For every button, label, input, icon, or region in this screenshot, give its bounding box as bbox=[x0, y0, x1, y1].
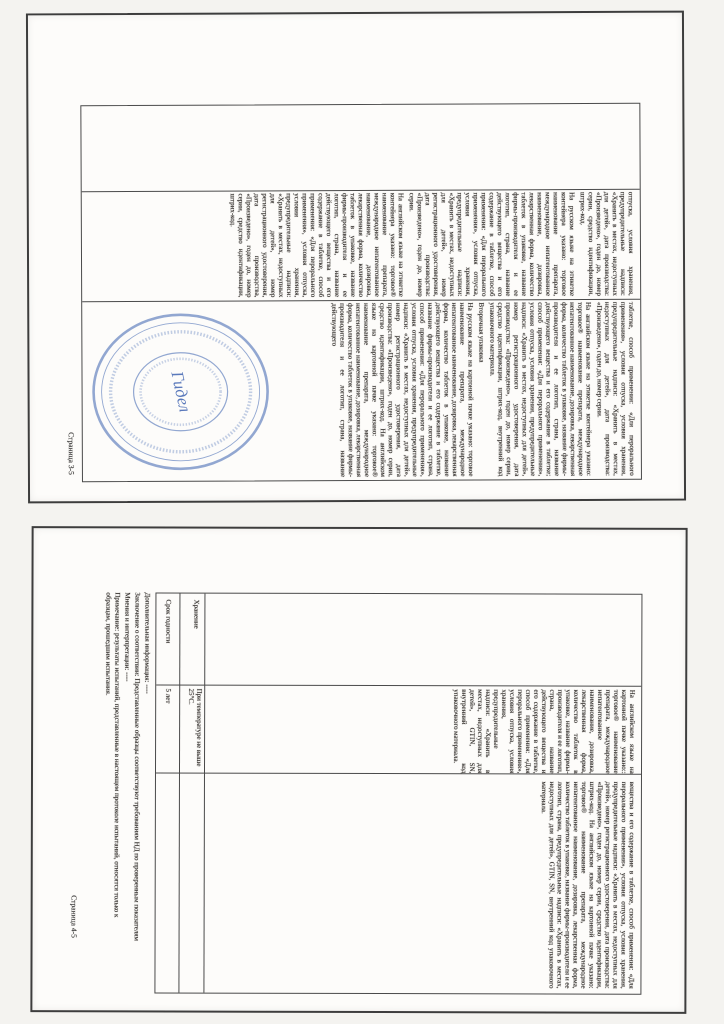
table-cell-carton-continuation bbox=[536, 781, 636, 988]
russian-label-text: На русском языке на этикетке контейнера указано: торговое наименование препарата, международное непатентованное наименование, дозировка, лекарственная форма, количество таблеток в упаковке, название фирмы-производителя и ее логотип, страна, название действующего вещества и его содержание в таблетке, способ применения: «Для перорального применения», условия отпуска, условия хранения, предупредительные надписи: «Хранить в местах, недоступных для детей», номер регистрационного удостоверения, дата производства: «Произведено», годен до, номер серии. bbox=[407, 192, 577, 297]
english-label-text: На английском языке на этикетке контейнера указано: торговое® наименование препарата, международное непатентованное наименование, дозировка, лекарственная форма, количество таблеток в упаковке, название фирмы-производителя и ее логотип, страна, название действующего вещества и его содержание в таблетке; способ применения: «Для перорального применения», условия отпуска, условия хранения, предупредительные надписи: «Хранить в местах, недоступных для детей», номер регистрационного удостоверения, дата производства: «Произведено», годен до, номер серии, средство идентификации, штрих-код, внутренний код упаковочного материала. bbox=[488, 301, 593, 477]
note-line: Примечание: результаты испытаний, представленные в настоящем протоколе испытаний, относятся только к образцам, прошедшим испытания. bbox=[104, 592, 122, 918]
opinions-interpretations-line: Мнения и интерпретации: ---- bbox=[123, 592, 132, 682]
page-number-label: Страница 3-5 bbox=[66, 432, 76, 475]
label-text-fragment: отпуска, условия хранения, предупредительные надписи: «Хранить в местах, недоступных для детей», дата производства: «Произведено», годен до, номер серии, средство идентификации, штрих-код. bbox=[578, 191, 636, 296]
scanned-page-1 bbox=[26, 11, 686, 504]
table-column-divider bbox=[156, 684, 641, 686]
storage-row-label: Хранение bbox=[192, 599, 201, 629]
carton-label-text: На русском языке на картонной пачке указано: торговое наименование препарата, международное непатентованное наименование, дозировка, лекарственная форма, количество таблеток в упаковке, название действующего вещества и его содержание в таблетке, название фирмы-производителя и ее логотип, страна, способ применения: «Для перорального применения», условия отпуска, условия хранения, предупредительные надписи: «Хранить в местах, недоступных для детей», номер регистрационного удостоверения, дата производства: «Произведено», годен до, номер серии, средство идентификации, штрих-код. На английском языке на картонной пачке указано: торговое® наименование препарата, международное непатентованное наименование, дозировка, лекарственная форма, количество таблеток в упаковке, название фирмы-производителя и ее логотип, страна, название действующего bbox=[330, 302, 475, 478]
page-1-rotated-content bbox=[28, 13, 684, 502]
label-text-fragment: таблетке, способ применения: «Для перорального применения», условия отпуска, условия хранения, предупредительные надписи: «Хранить в местах, недоступных для детей», дата производства: «Произведено», годен до, номер серии. bbox=[595, 301, 636, 476]
scanned-page-2 bbox=[30, 526, 687, 1014]
additional-information-line: Дополнительная информация: ---- bbox=[143, 592, 152, 694]
stamp-center-text: Гидел bbox=[167, 369, 195, 414]
secondary-packaging-subheading: Вторичная упаковка bbox=[477, 302, 486, 363]
english-label-text: На английском языке на этикетке контейнера указано: торговое® наименование препарата, международное непатентованное наименование, дозировка, лекарственная форма, количество таблеток в упаковке, название фирмы-производителя и ее логотип, страна, название действующего вещества и его содержание в таблетке, способ применения: «Для перорального применения», условия отпуска, условия хранения, предупредительные надписи: «Хранить в местах, недоступных для детей», номер регистрационного удостоверения, дата производства, «Произведено», годен до, номер серии, средство идентификации, штрих-код. bbox=[228, 192, 406, 298]
carton-continuation-text: вещества и его содержание в таблетке, способ применения: «Для перорального применения», условия отпуска, условия хранения, предупредительные надписи: «Хранить в местах, недоступных для детей», номер регистрационного удостоверения, дата производства: «Произведено», годен до, номер серии, средство идентификации, штрих-код. На английском языке на картонной пачке указано: торговое® наименование препарата, международное непатентованное наименование, дозировка, лекарственная форма, количество таблеток в упаковке, название фирмы-производителя и ее логотип, страна, предупредительные надписи: «Хранить в местах, недоступных для детей», GTIN, SN, внутренний код упаковочного материала. bbox=[539, 781, 636, 989]
table-row-divider bbox=[178, 594, 180, 993]
labeling-table-page-2 bbox=[154, 592, 642, 994]
page-number-label: Страница 4-5 bbox=[69, 895, 79, 938]
table-row-divider bbox=[203, 594, 205, 993]
page-2-rotated-content bbox=[32, 528, 685, 1012]
table-cell-english-carton bbox=[449, 689, 636, 773]
conformity-conclusion-line: Заключение о соответствии: Представленные образцы соответствуют требованиям НД по проверенным показателям bbox=[132, 592, 142, 941]
table-cell-requirements bbox=[226, 192, 635, 298]
english-carton-text: На английском языке на картонной пачке указано:: торговое® наименование препарата, международное непатентованное наименование, дозировка, лекарственная форма, количество таблеток в упаковке, название фирмы-производителя и ее логотип, страна, название действующего вещества и его содержание в таблетке, способ применения: «Для перорального применения», условия отпуска, условия хранения, предупредительные надписи: «Хранить в местах, недоступных для детей», GTIN, SN, внутренний код упаковочного материала. bbox=[452, 689, 637, 774]
table-cell-results bbox=[327, 302, 636, 477]
protocol-footer bbox=[102, 592, 152, 944]
shelf-life-row-value: 5 лет bbox=[164, 688, 173, 704]
labeling-table-page-1 bbox=[80, 103, 642, 482]
storage-row-value: При температуре не выше 25°С. bbox=[187, 688, 204, 767]
shelf-life-row-label: Срок годности bbox=[164, 599, 173, 644]
